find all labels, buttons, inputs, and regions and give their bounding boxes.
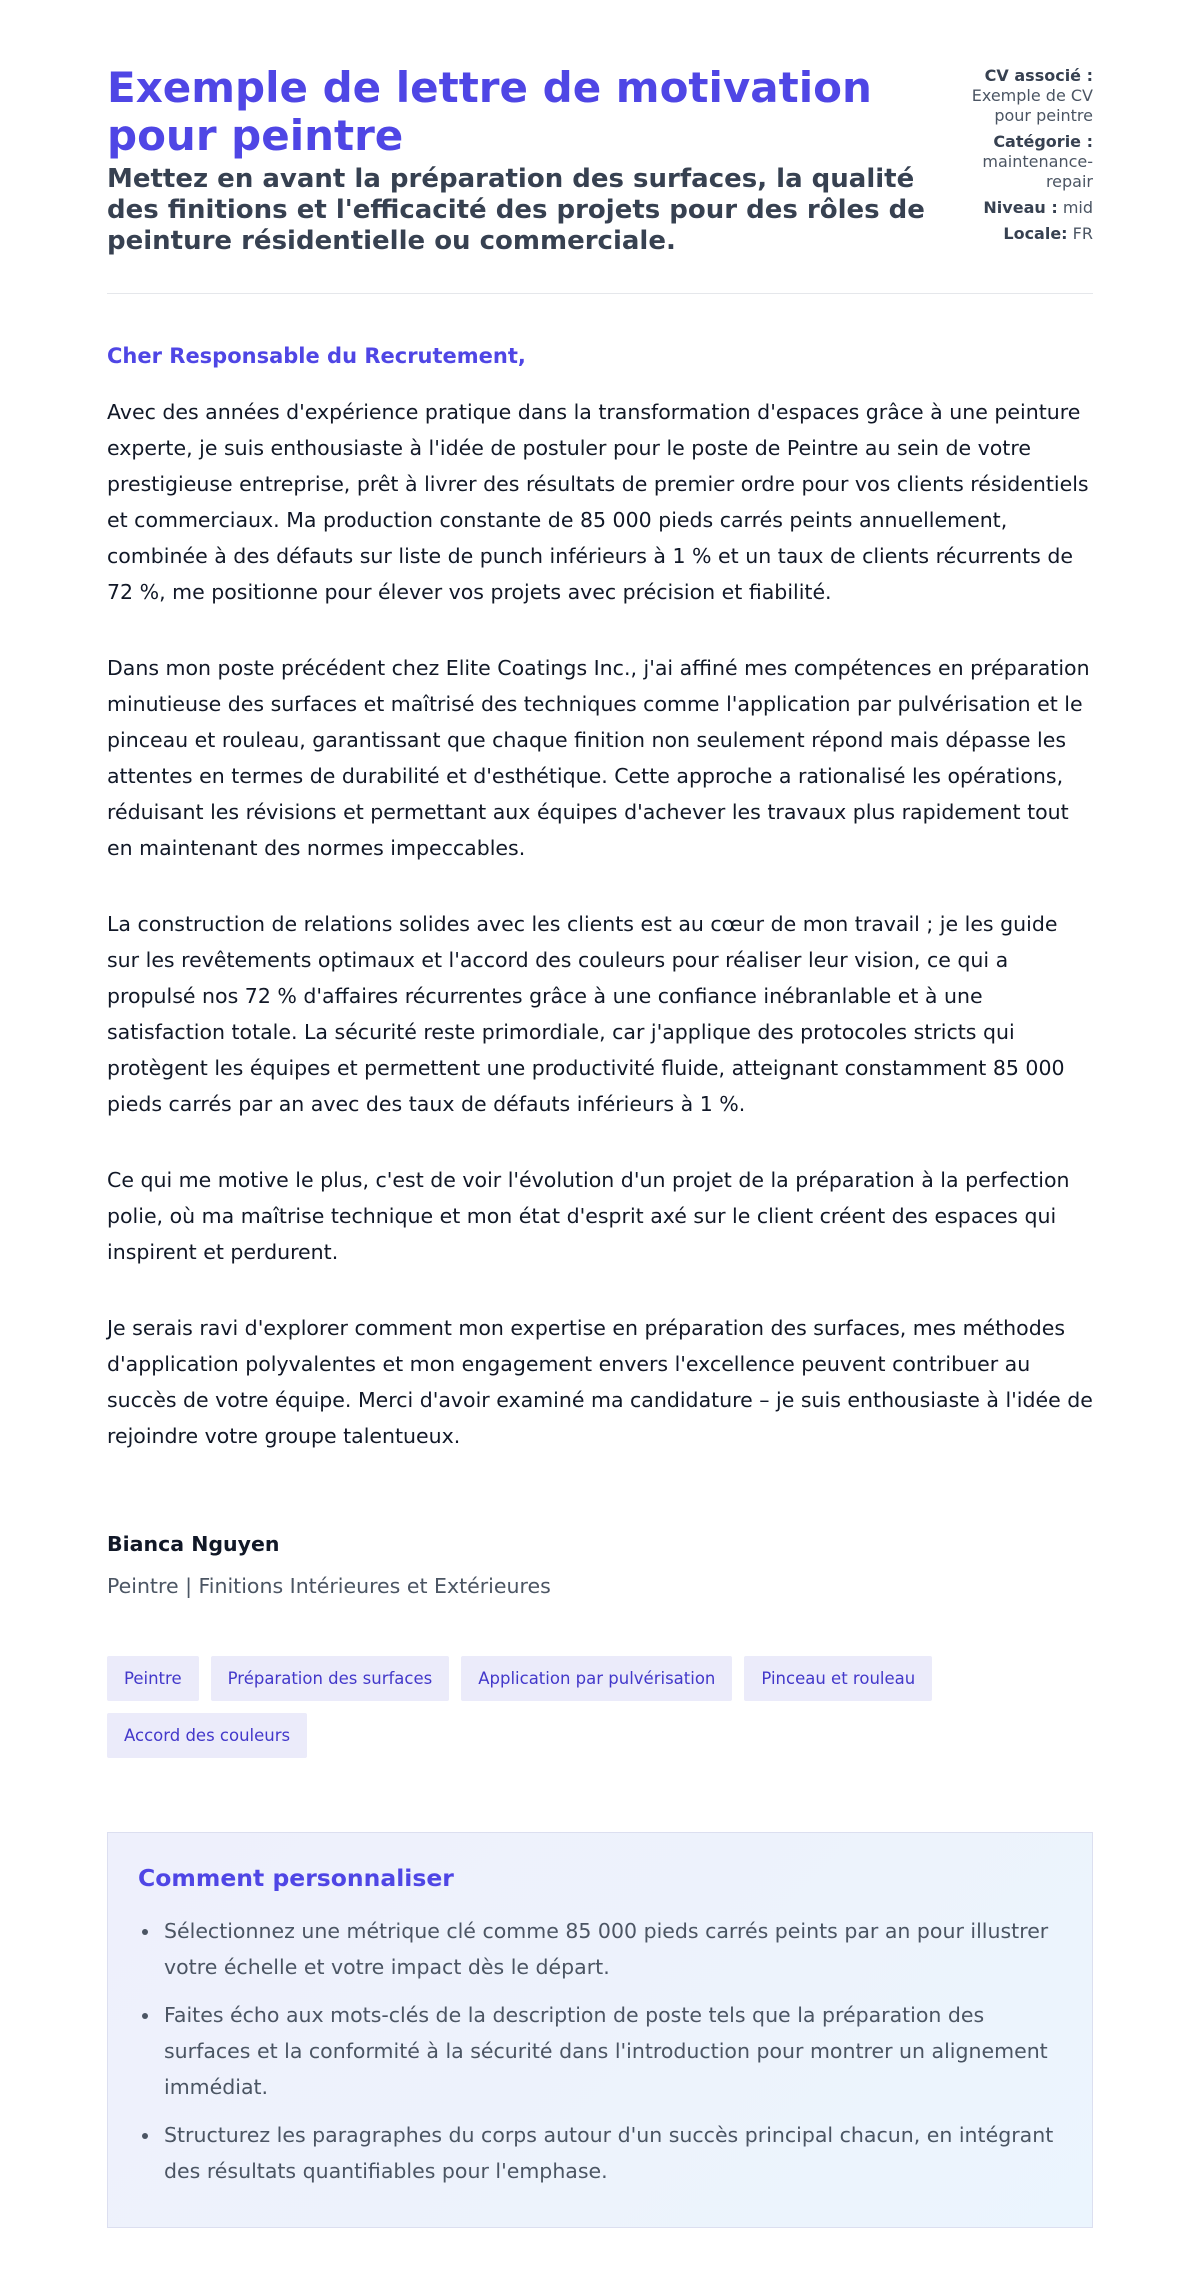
meta-level: [943, 198, 1093, 218]
meta-locale: [943, 224, 1093, 244]
meta-value: maintenance-repair: [982, 152, 1093, 191]
header-titles: [107, 64, 927, 257]
meta-related-cv: [943, 66, 1093, 126]
letter-paragraph: Je serais ravi d'explorer comment mon expertise en préparation des surfaces, mes méthodes d'application polyvalentes et mon engagement envers l'excellence peuvent contribuer au succès de votre équipe. Merci d'avoir examiné ma candidature – je suis enthousiaste à l'idée de rejoindre votre groupe talentueux.: [107, 1316, 1093, 1448]
skill-tags: [107, 1656, 1007, 1758]
meta-value: Exemple de CV pour peintre: [971, 86, 1093, 125]
letter-greeting: Cher Responsable du Recrutement,: [107, 344, 526, 368]
customization-tips: [107, 1832, 1093, 2228]
tag-pinceau-rouleau[interactable]: Pinceau et rouleau: [744, 1656, 932, 1701]
letter-paragraph: Dans mon poste précédent chez Elite Coatings Inc., j'ai affiné mes compétences en préparation minutieuse des surfaces et maîtrisé des techniques comme l'application par pulvérisation et le pinceau et rouleau, garantissant que chaque finition non seulement répond mais dépasse les attentes en termes de durabilité et d'esthétique. Cette approche a rationalisé les opérations, réduisant les révisions et permettant aux équipes d'achever les travaux plus rapidement tout en maintenant des normes impeccables.: [107, 656, 1090, 860]
tip-item: Sélectionnez une métrique clé comme 85 000 pieds carrés peints par an pour illustrer votre échelle et votre impact dès le départ.: [164, 1913, 1062, 1985]
page-subtitle: Mettez en avant la préparation des surfaces, la qualité des finitions et l'efficacité des projets pour des rôles de peinture résidentielle ou commerciale.: [107, 164, 925, 256]
metadata-panel: [943, 66, 1093, 250]
page-header: [107, 64, 1093, 294]
letter-paragraph: Avec des années d'expérience pratique dans la transformation d'espaces grâce à une peinture experte, je suis enthousiaste à l'idée de postuler pour le poste de Peintre au sein de votre prestigieuse entreprise, prêt à livrer des résultats de premier ordre pour vos clients résidentiels et commerciaux. Ma production constante de 85 000 pieds carrés peints annuellement, combinée à des défauts sur liste de punch inférieurs à 1 % et un taux de clients récurrents de 72 %, me positionne pour élever vos projets avec précision et fiabilité.: [107, 400, 1089, 604]
meta-label: CV associé :: [984, 66, 1093, 85]
tip-item: Faites écho aux mots-clés de la description de poste tels que la préparation des surfaces et la conformité à la sécurité dans l'introduction pour montrer un alignement immédiat.: [164, 1997, 1062, 2105]
signature-name: Bianca Nguyen: [107, 1532, 280, 1556]
letter-body: [107, 294, 1093, 1600]
tips-list: [138, 1913, 1062, 2189]
tag-peintre[interactable]: Peintre: [107, 1656, 199, 1701]
tip-item: Structurez les paragraphes du corps autour d'un succès principal chacun, en intégrant des résultats quantifiables pour l'emphase.: [164, 2117, 1062, 2189]
page-title: Exemple de lettre de motivation pour peintre: [107, 63, 872, 160]
meta-label: Locale:: [1003, 224, 1068, 243]
meta-label: Niveau :: [983, 198, 1058, 217]
meta-category: [943, 132, 1093, 192]
tips-title: Comment personnaliser: [138, 1864, 454, 1892]
meta-label: Catégorie :: [993, 132, 1093, 151]
signature-block: [107, 1530, 1093, 1600]
letter-paragraph: La construction de relations solides avec les clients est au cœur de mon travail ; je les guide sur les revêtements optimaux et l'accord des couleurs pour réaliser leur vision, ce qui a propulsé nos 72 % d'affaires récurrentes grâce à une confiance inébranlable et à une satisfaction totale. La sécurité reste primordiale, car j'applique des protocoles stricts qui protègent les équipes et permettent une productivité fluide, atteignant constamment 85 000 pieds carrés par an avec des taux de défauts inférieurs à 1 %.: [107, 912, 1065, 1116]
tag-accord-couleurs[interactable]: Accord des couleurs: [107, 1713, 307, 1758]
meta-value: FR: [1072, 224, 1093, 243]
tag-preparation-surfaces[interactable]: Préparation des surfaces: [211, 1656, 450, 1701]
tag-application-pulverisation[interactable]: Application par pulvérisation: [461, 1656, 732, 1701]
meta-value: mid: [1062, 198, 1093, 217]
signature-title: Peintre | Finitions Intérieures et Extérieures: [107, 1574, 551, 1598]
letter-paragraph: Ce qui me motive le plus, c'est de voir l'évolution d'un projet de la préparation à la perfection polie, où ma maîtrise technique et mon état d'esprit axé sur le client créent des espaces qui inspirent et perdurent.: [107, 1168, 1070, 1264]
